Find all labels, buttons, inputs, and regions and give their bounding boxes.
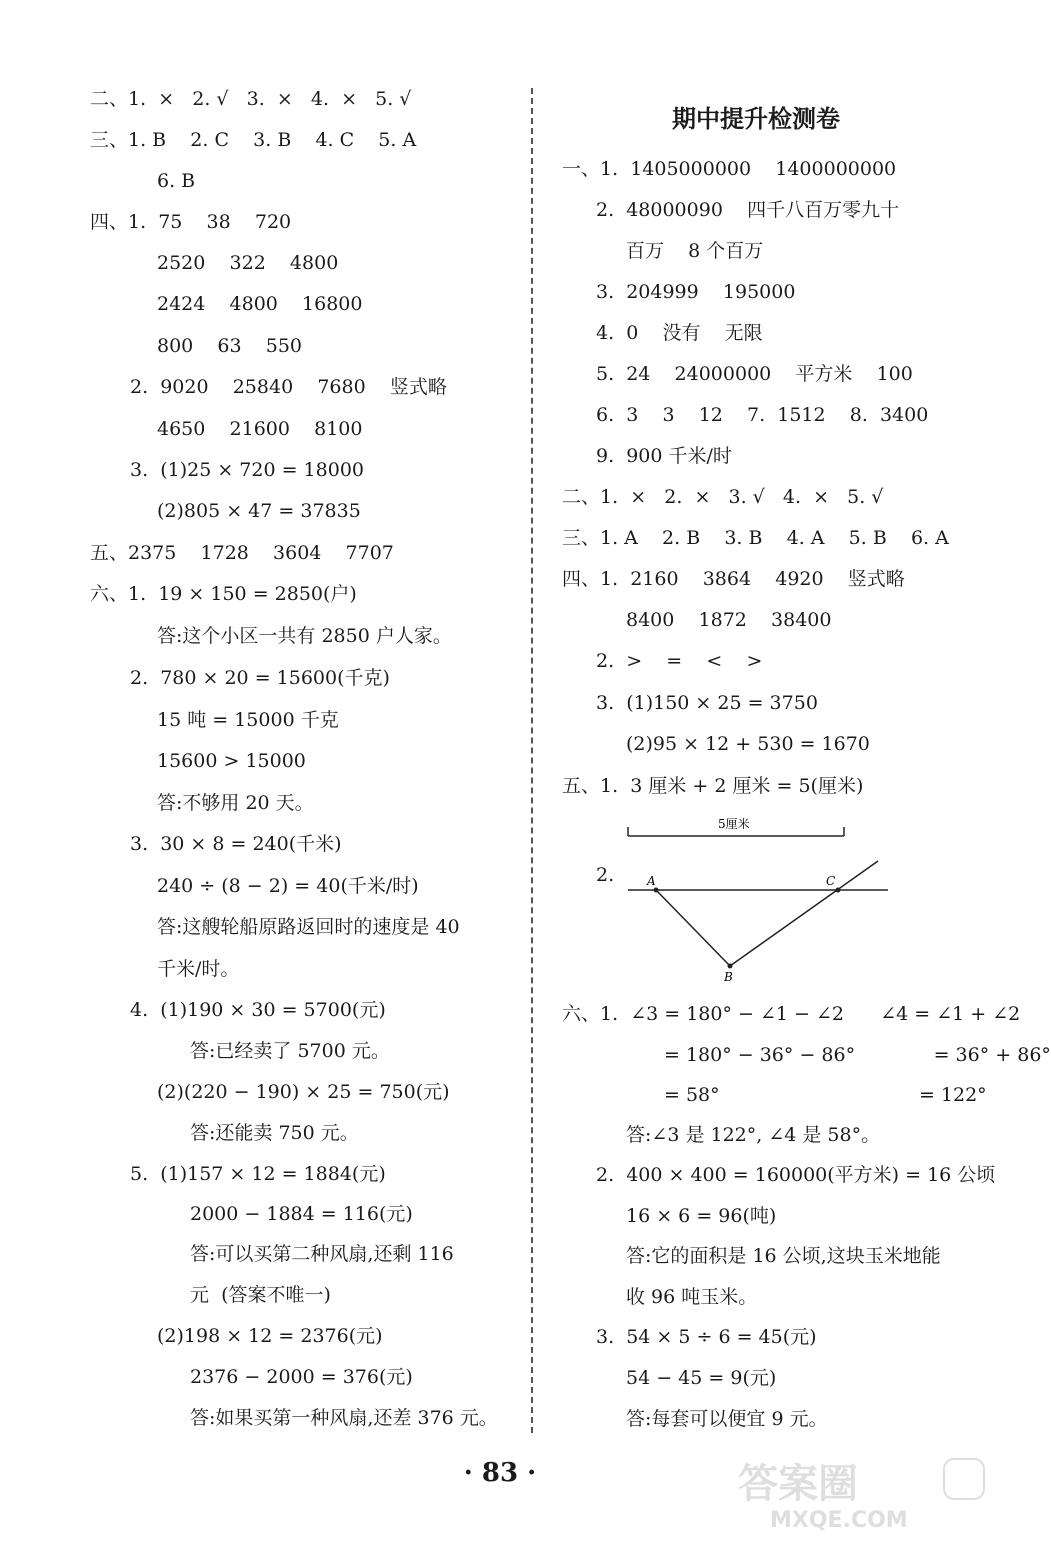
answer-line: 15600 > 15000 (157, 750, 306, 772)
answer-line: 百万 8 个百万 (626, 240, 764, 262)
answer-line: 3. 54 × 5 ÷ 6 = 45(元) (596, 1326, 817, 1348)
answer-line: (2)198 × 12 = 2376(元) (157, 1325, 383, 1347)
answer-line: 答:这个小区一共有 2850 户人家。 (157, 625, 452, 647)
answer-line: 16 × 6 = 96(吨) (626, 1205, 777, 1227)
answer-line: (2)805 × 47 = 37835 (157, 500, 361, 522)
answer-line: 三、1. B 2. C 3. B 4. C 5. A (90, 129, 417, 151)
answer-line: 3. (1)25 × 720 = 18000 (130, 459, 365, 481)
answer-line: 二、1. × 2. √ 3. × 4. × 5. √ (90, 88, 412, 110)
answer-line: 2520 322 4800 (157, 252, 339, 274)
answer-line: 800 63 550 (157, 335, 303, 357)
answer-line: 4. (1)190 × 30 = 5700(元) (130, 999, 386, 1021)
answer-line: 2000 − 1884 = 116(元) (190, 1203, 413, 1225)
point-b-label: B (724, 970, 733, 984)
point-a-label: A (647, 874, 656, 888)
answer-line: = 180° − 36° − 86° = 36° + 86° (664, 1044, 1051, 1066)
answer-line: 240 ÷ (8 − 2) = 40(千米/时) (157, 875, 419, 897)
answer-line: 6. 3 3 12 7. 1512 8. 3400 (596, 404, 929, 426)
answer-line: 2. 9020 25840 7680 竖式略 (130, 376, 447, 398)
answer-line: 收 96 吨玉米。 (626, 1286, 758, 1308)
answer-line: 54 − 45 = 9(元) (626, 1367, 777, 1389)
answer-line: (2)(220 − 190) × 25 = 750(元) (157, 1081, 450, 1103)
answer-line: 答:它的面积是 16 公顷,这块玉米地能 (626, 1245, 941, 1267)
answer-line: 四、1. 2160 3864 4920 竖式略 (562, 568, 905, 590)
answer-line: 五、1. 3 厘米 + 2 厘米 = 5(厘米) (562, 775, 864, 797)
answer-line: 3. 30 × 8 = 240(千米) (130, 833, 342, 855)
answer-line: 3. (1)150 × 25 = 3750 (596, 692, 818, 714)
answer-line: 9. 900 千米/时 (596, 445, 732, 467)
answer-line: 答:已经卖了 5700 元。 (190, 1040, 390, 1062)
answer-line: 2. > = < > (596, 650, 763, 672)
answer-line: 一、1. 1405000000 1400000000 (562, 158, 897, 180)
segment-label: 5厘米 (718, 817, 750, 831)
answer-line: 三、1. A 2. B 3. B 4. A 5. B 6. A (562, 527, 949, 549)
answer-line: 5. 24 24000000 平方米 100 (596, 363, 913, 385)
answer-line: 千米/时。 (157, 958, 240, 980)
answer-line: 5. (1)157 × 12 = 1884(元) (130, 1163, 386, 1185)
answer-line: 答:如果买第一种风扇,还差 376 元。 (190, 1407, 498, 1429)
answer-line: 4. 0 没有 无限 (596, 322, 763, 344)
answer-line: 四、1. 75 38 720 (90, 211, 292, 233)
answer-line: 元 (答案不唯一) (190, 1284, 331, 1306)
answer-line: = 58° = 122° (664, 1084, 987, 1106)
answer-line: 2. (596, 864, 615, 886)
answer-line: 2. 400 × 400 = 160000(平方米) = 16 公顷 (596, 1164, 996, 1186)
answer-line: 答:可以买第二种风扇,还剩 116 (190, 1243, 454, 1265)
point-c-label: C (826, 874, 836, 888)
segment-figure (620, 812, 850, 846)
watermark-logo (730, 1455, 990, 1535)
answer-line: 五、2375 1728 3604 7707 (90, 542, 394, 564)
answer-line: 8400 1872 38400 (626, 609, 832, 631)
answer-line: 六、1. ∠3 = 180° − ∠1 − ∠2 ∠4 = ∠1 + ∠2 (562, 1003, 1021, 1025)
answer-line: (2)95 × 12 + 530 = 1670 (626, 733, 870, 755)
answer-line: 答:不够用 20 天。 (157, 792, 314, 814)
answer-line: 答:还能卖 750 元。 (190, 1122, 359, 1144)
answer-line: 15 吨 = 15000 千克 (157, 709, 339, 731)
answer-line: 答:这艘轮船原路返回时的速度是 40 (157, 916, 460, 938)
answer-line: 4650 21600 8100 (157, 418, 363, 440)
answer-line: 答:每套可以便宜 9 元。 (626, 1408, 828, 1430)
answer-line: 二、1. × 2. × 3. √ 4. × 5. √ (562, 486, 884, 508)
answer-line: 2. 780 × 20 = 15600(千克) (130, 667, 390, 689)
answer-line: 6. B (157, 170, 196, 192)
watermark-bottom-text: MXQE.COM (770, 1508, 908, 1533)
watermark-top-text: 答案圈 (738, 1461, 858, 1507)
answer-line: 六、1. 19 × 150 = 2850(户) (90, 583, 357, 605)
answer-line: 2424 4800 16800 (157, 293, 363, 315)
column-divider (531, 88, 533, 1433)
answer-line: 3. 204999 195000 (596, 281, 796, 303)
answer-line: 2376 − 2000 = 376(元) (190, 1366, 413, 1388)
page-number: · 83 · (463, 1458, 537, 1488)
answer-line: 2. 48000090 四千八百万零九十 (596, 199, 900, 221)
answer-line: 答:∠3 是 122°, ∠4 是 58°。 (626, 1124, 881, 1146)
section-title: 期中提升检测卷 (672, 105, 840, 133)
angle-figure (620, 855, 895, 987)
watermark-badge-icon (944, 1459, 984, 1499)
